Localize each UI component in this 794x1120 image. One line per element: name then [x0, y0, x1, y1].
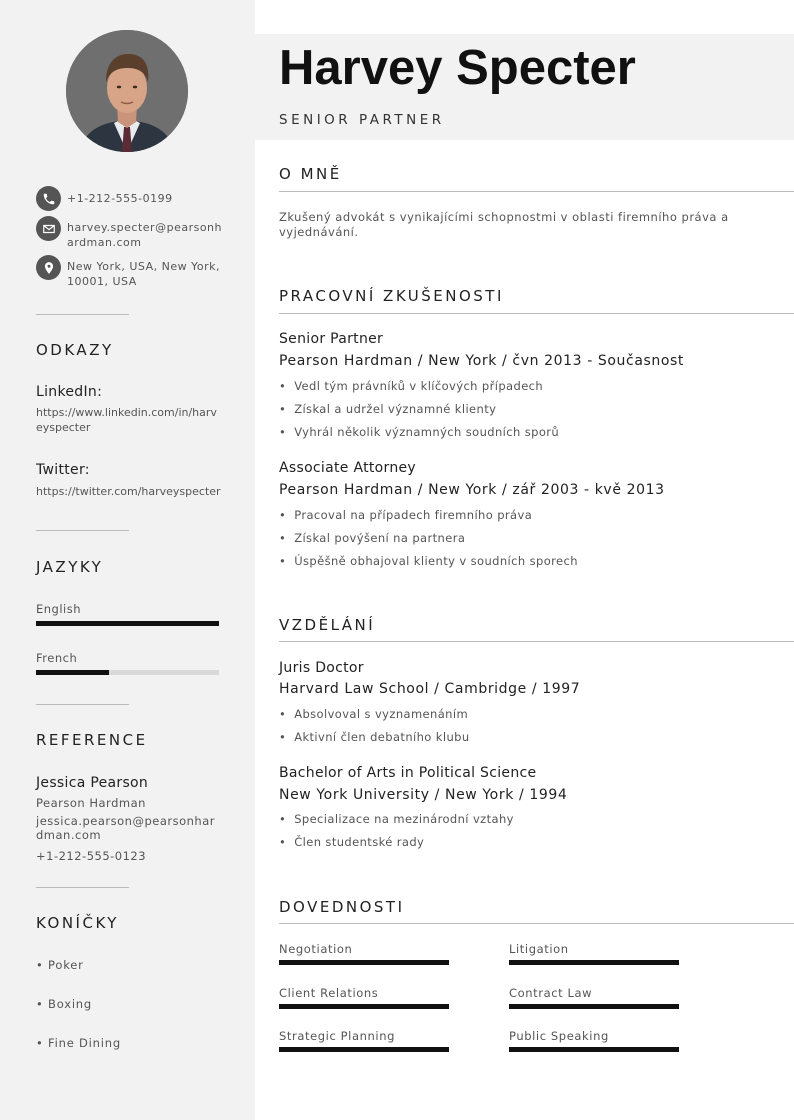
reference-email[interactable]: jessica.pearson@pearsonhardman.com — [36, 814, 215, 842]
education-bullet: • Člen studentské rady — [279, 835, 424, 849]
job-bullet: • Získal povýšení na partnera — [279, 531, 465, 545]
education-degree: Bachelor of Arts in Political Science — [279, 765, 537, 781]
job-bullet: • Úspěšně obhajoval klienty v soudních sporech — [279, 554, 578, 568]
section-rule — [279, 923, 794, 924]
hobbies-heading: KONÍČKY — [36, 914, 119, 932]
job-bullet: • Vyhrál několik významných soudních sporů — [279, 425, 559, 439]
portrait-image — [66, 30, 188, 152]
twitter-link[interactable]: https://twitter.com/harveyspecter — [36, 485, 221, 498]
reference-company: Pearson Hardman — [36, 796, 146, 810]
location-pin-icon — [36, 255, 61, 280]
skill-level-fill — [279, 960, 449, 965]
job-org: Pearson Hardman / New York / čvn 2013 - Současnost — [279, 353, 685, 369]
skill-level-bar — [279, 960, 449, 965]
reference-name: Jessica Pearson — [36, 775, 149, 791]
contact-email[interactable]: harvey.specter@pearsonhardman.com — [67, 221, 222, 249]
language-level-fill — [36, 670, 109, 675]
contact-phone-row — [36, 186, 223, 211]
job-bullet: • Vedl tým právníků v klíčových případech — [279, 379, 543, 393]
education-heading: VZDĚLÁNÍ — [279, 616, 376, 634]
skill-name: Strategic Planning — [279, 1029, 395, 1043]
contact-phone[interactable]: +1-212-555-0199 — [67, 192, 173, 205]
section-rule — [279, 313, 794, 314]
skill-level-bar — [509, 1047, 679, 1052]
skill-level-fill — [509, 960, 679, 965]
mail-icon — [36, 216, 61, 241]
job-bullet: • Pracoval na případech firemního práva — [279, 508, 532, 522]
education-school: New York University / New York / 1994 — [279, 787, 568, 803]
education-bullet: • Specializace na mezinárodní vztahy — [279, 812, 514, 826]
person-title: SENIOR PARTNER — [279, 112, 445, 128]
skill-level-fill — [509, 1047, 679, 1052]
reference-phone[interactable]: +1-212-555-0123 — [36, 849, 147, 863]
sidebar — [0, 0, 255, 1120]
reference-heading: REFERENCE — [36, 731, 148, 749]
phone-icon — [36, 186, 61, 211]
language-level-fill — [36, 621, 219, 626]
skill-level-fill — [509, 1004, 679, 1009]
section-rule — [279, 641, 794, 642]
education-bullet: • Aktivní člen debatního klubu — [279, 730, 470, 744]
twitter-label: Twitter: — [36, 462, 90, 478]
language-name: French — [36, 651, 78, 665]
linkedin-link[interactable]: https://www.linkedin.com/in/harveyspecter — [36, 406, 217, 434]
education-degree: Juris Doctor — [279, 660, 364, 676]
language-name: English — [36, 602, 82, 616]
skill-level-bar — [279, 1004, 449, 1009]
education-bullet: • Absolvoval s vyznamenáním — [279, 707, 468, 721]
job-bullet: • Získal a udržel významné klienty — [279, 402, 496, 416]
job-role: Associate Attorney — [279, 460, 417, 476]
skill-name: Public Speaking — [509, 1029, 609, 1043]
language-level-bar — [36, 670, 219, 675]
skill-name: Client Relations — [279, 986, 379, 1000]
about-text: Zkušený advokát s vynikajícími schopnostmi v oblasti firemního práva a vyjednávání. — [279, 210, 729, 239]
skill-level-bar — [509, 1004, 679, 1009]
sidebar-divider — [36, 704, 129, 705]
contact-address-row — [36, 255, 223, 289]
main-content — [255, 0, 794, 1120]
links-heading: ODKAZY — [36, 341, 114, 359]
about-heading: O MNĚ — [279, 165, 342, 183]
sidebar-divider — [36, 887, 129, 888]
hobby-item: • Boxing — [36, 997, 92, 1011]
skill-level-fill — [279, 1047, 449, 1052]
job-org: Pearson Hardman / New York / zář 2003 - kvě 2013 — [279, 482, 665, 498]
skills-heading: DOVEDNOSTI — [279, 898, 405, 916]
language-level-bar — [36, 621, 219, 626]
skill-name: Contract Law — [509, 986, 593, 1000]
profile-photo — [66, 30, 188, 152]
section-rule — [279, 191, 794, 192]
hobby-item: • Poker — [36, 958, 84, 972]
job-role: Senior Partner — [279, 331, 384, 347]
linkedin-label: LinkedIn: — [36, 384, 103, 400]
languages-heading: JAZYKY — [36, 558, 104, 576]
skill-level-fill — [279, 1004, 449, 1009]
contact-address: New York, USA, New York, 10001, USA — [67, 260, 220, 288]
skill-name: Negotiation — [279, 942, 353, 956]
sidebar-divider — [36, 314, 129, 315]
skill-level-bar — [509, 960, 679, 965]
sidebar-divider — [36, 530, 129, 531]
education-school: Harvard Law School / Cambridge / 1997 — [279, 681, 581, 697]
person-name: Harvey Specter — [279, 41, 636, 95]
experience-heading: PRACOVNÍ ZKUŠENOSTI — [279, 287, 504, 305]
hobby-item: • Fine Dining — [36, 1036, 121, 1050]
contact-email-row — [36, 216, 223, 250]
skill-name: Litigation — [509, 942, 569, 956]
skill-level-bar — [279, 1047, 449, 1052]
